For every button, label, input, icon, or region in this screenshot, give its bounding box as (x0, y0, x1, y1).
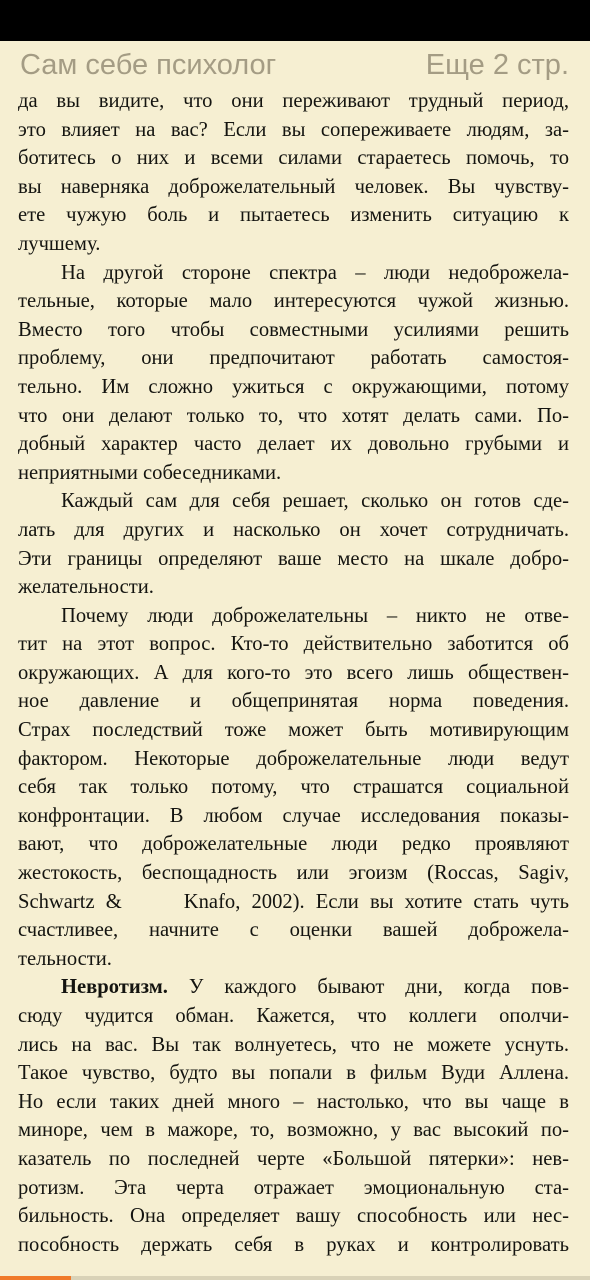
section-heading: Невротизм. (61, 976, 168, 999)
text-line: неприятными собеседниками. (18, 461, 282, 484)
text-line: тельно. Им сложно ужиться с окружающими, потому (18, 375, 569, 398)
text-line: ное давление и общепринятая норма поведения. (18, 690, 569, 713)
text-line: Эти границы определяют ваше место на шкале добро- (18, 547, 569, 570)
text-line: тельности. (18, 947, 112, 970)
text-line: фактором. Некоторые доброжелательные люди ведут (18, 747, 569, 770)
text-line: Вместо того чтобы совместными усилиями решить (18, 318, 569, 341)
text-line (18, 973, 569, 1002)
reader-header (0, 41, 590, 91)
text-line: На другой стороне спектра – люди недоброжела- (61, 261, 569, 284)
text-line: конфронтации. В любом случае исследования показы- (18, 804, 569, 827)
text-line: лать для других и насколько он хочет сотрудничать. (18, 518, 569, 541)
text-line: лись на вас. Вы так волнуетесь, что не можете уснуть. (18, 1033, 569, 1056)
text-line: вают, что доброжелательные люди редко проявляют (18, 833, 569, 856)
text-line: окружающих. А для кого-то это всего лишь обществен- (18, 661, 569, 684)
text-line: что они делают только то, что хотят делать сами. По- (18, 404, 569, 427)
text-line: ботитесь о них и всеми силами стараетесь помочь, то (18, 147, 569, 170)
text-line: Но если таких дней много – настолько, что вы чаще в (18, 1090, 569, 1113)
text-line: пособность держать себя в руках и контролировать (18, 1233, 569, 1256)
text-line: Почему люди доброжелательны – никто не отве- (61, 604, 569, 627)
text-fragment: У каждого бывают дни, когда пов- (188, 976, 569, 999)
reading-progress-fill (0, 1276, 71, 1280)
status-bar (0, 0, 590, 41)
text-line: казатель по последней черте «Большой пятерки»: нев- (18, 1147, 569, 1170)
text-line: лучшему. (18, 232, 101, 255)
text-line: счастливее, начните с оценки вашей доброжела- (18, 919, 569, 942)
text-line: Каждый сам для себя решает, сколько он готов сде- (61, 490, 569, 513)
text-line: жестокость, беспощадность или эгоизм (Roccas, Sagiv, (18, 862, 569, 885)
text-line: проблему, они предпочитают работать самостоя- (18, 347, 569, 370)
text-line: себя так только потому, что страшатся социальной (18, 776, 569, 799)
text-line: миноре, чем в мажоре, то, возможно, у вас высокий по- (18, 1119, 569, 1142)
text-line: сюду чудится обман. Кажется, что коллеги ополчи- (18, 1005, 569, 1027)
pages-left-indicator: Еще 2 стр. (425, 49, 569, 81)
citation-part: Knafo, 2002). Если вы хотите стать чуть (183, 890, 569, 913)
reading-progress-bar (0, 1276, 590, 1280)
text-line (18, 888, 569, 917)
text-line: ротизм. Эта черта отражает эмоциональную ста- (18, 1176, 569, 1199)
text-line: тит на этот вопрос. Кто-то действительно заботится об (18, 633, 569, 656)
text-line: Страх последствий тоже может быть мотивирующим (18, 719, 569, 742)
book-title: Сам себе психолог (20, 49, 277, 81)
text-line: это влияет на вас? Если вы сопереживаете людям, за- (18, 118, 569, 141)
book-page-text[interactable] (18, 87, 569, 1259)
text-line: добный характер часто делает их довольно грубыми и (18, 433, 569, 456)
text-line: бильность. Она определяет вашу способность или нес- (18, 1205, 569, 1228)
text-line: да вы видите, что они переживают трудный период, (18, 90, 569, 112)
text-line: вы наверняка доброжелательный человек. Вы чувству- (18, 175, 569, 198)
text-line: желательности. (18, 576, 154, 599)
text-line: Такое чувство, будто вы попали в фильм Вуди Аллена. (18, 1062, 569, 1085)
text-line: ете чужую боль и пытаетесь изменить ситуацию к (18, 204, 569, 227)
text-line: тельные, которые мало интересуются чужой жизнью. (18, 290, 569, 313)
citation-part: Schwartz & (18, 890, 122, 913)
